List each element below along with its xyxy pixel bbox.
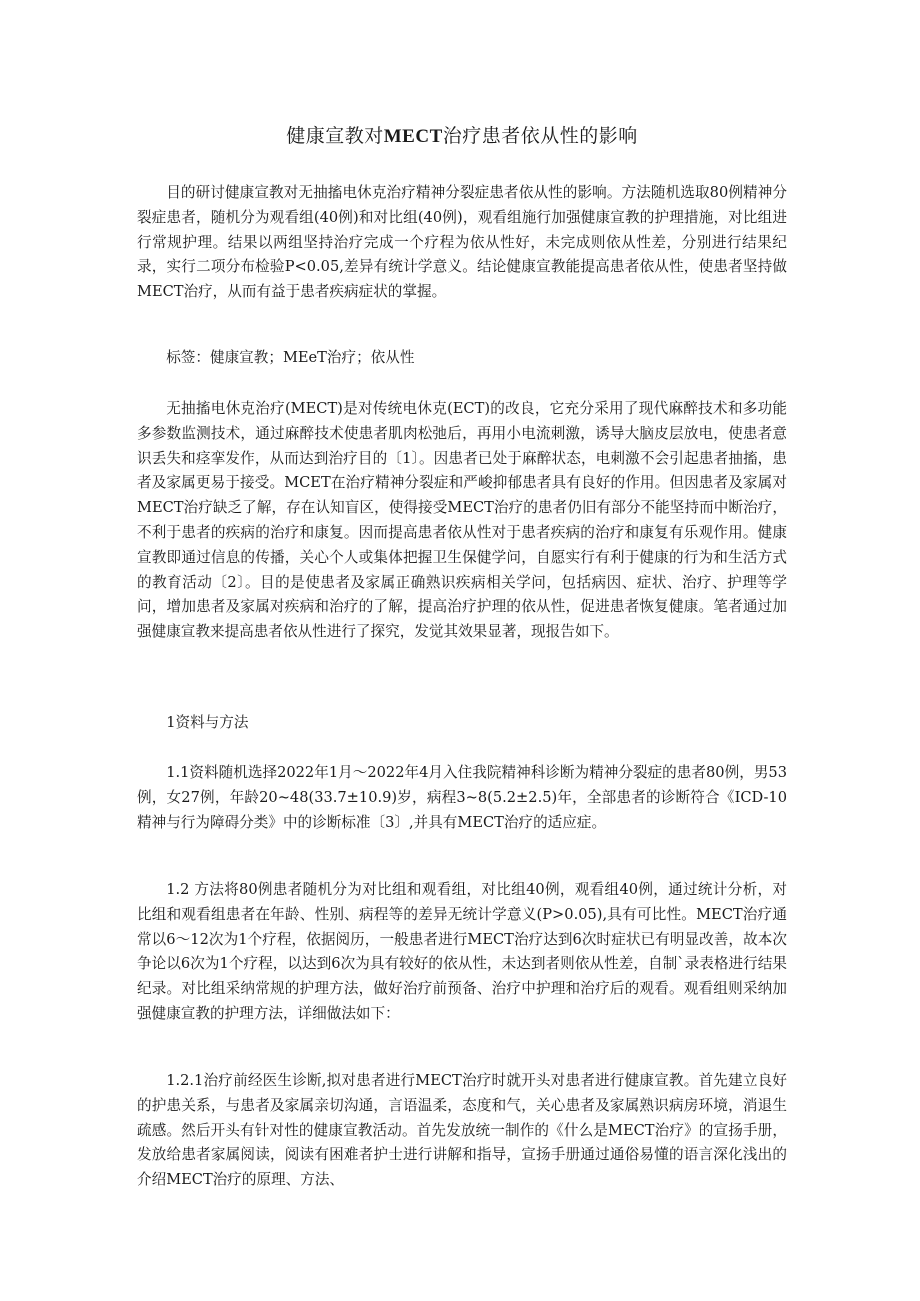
title-bold-term: MECT [383, 126, 443, 147]
title-suffix: 治疗患者依从性的影响 [442, 125, 638, 147]
keywords-line: 标签：健康宣教；MEeT治疗；依从性 [166, 349, 415, 366]
section-1-2-paragraph: 1.2 方法将80例患者随机分为对比组和观看组，对比组40例，观看组40例，通过统计分析，对比组和观看组患者在年龄、性别、病程等的差异无统计学意义(P>0.05),具有可比性。MECT治疗通常以6～12次为1个疗程，依据阅历，一般患者进行MECT治疗达到6次时症状已有明显改善，故本次争论以6次为1个疗程，以达到6次为具有较好的依从性，未达到者则依从性差，自制`录表格进行结果纪录。对比组采纳常规的护理方法，做好治疗前预备、治疗中护理和治疗后的观看。观看组则采纳加强健康宣教的护理方法，详细做法如下： [137, 881, 787, 1022]
section-heading-materials-methods: 1资料与方法 [166, 714, 249, 731]
abstract-paragraph: 目的研讨健康宣教对无抽搐电休克治疗精神分裂症患者依从性的影响。方法随机选取80例精神分裂症患者，随机分为观看组(40例)和对比组(40例)，观看组施行加强健康宣教的护理措施，对比组进行常规护理。结果以两组坚持治疗完成一个疗程为依从性好，未完成则依从性差，分别进行结果纪录，实行二项分布检验P<0.05,差异有统计学意义。结论健康宣教能提高患者依从性，使患者坚持做MECT治疗，从而有益于患者疾病症状的掌握。 [137, 184, 787, 301]
introduction-paragraph: 无抽搐电休克治疗(MECT)是对传统电休克(ECT)的改良，它充分采用了现代麻醉技术和多功能多参数监测技术，通过麻醉技术使患者肌肉松弛后，再用小电流刺激，诱导大脑皮层放电，使患者意识丢失和痉挛发作，从而达到治疗目的〔1〕。因患者已处于麻醉状态，电刺激不会引起患者抽搐，患者及家属更易于接受。MCET在治疗精神分裂症和严峻抑郁患者具有良好的作用。但因患者及家属对MECT治疗缺乏了解，存在认知盲区，使得接受MECT治疗的患者仍旧有部分不能坚持而中断治疗，不利于患者的疾病的治疗和康复。因而提高患者依从性对于患者疾病的治疗和康复有乐观作用。健康宣教即通过信息的传播，关心个人或集体把握卫生保健学问，自愿实行有利于健康的行为和生活方式的教育活动〔2〕。目的是使患者及家属正确熟识疾病相关学问，包括病因、症状、治疗、护理等学问，增加患者及家属对疾病和治疗的了解，提高治疗护理的依从性，促进患者恢复健康。笔者通过加强健康宣教来提高患者依从性进行了探究，发觉其效果显著，现报告如下。 [137, 400, 787, 641]
section-1-2-1-paragraph: 1.2.1治疗前经医生诊断,拟对患者进行MECT治疗时就开头对患者进行健康宣教。首先建立良好的护患关系，与患者及家属亲切沟通，言语温柔，态度和气，关心患者及家属熟识病房环境，消退生疏感。然后开头有针对性的健康宣教活动。首先发放统一制作的《什么是MECT治疗》的宣扬手册，发放给患者家属阅读，阅读有困难者护士进行讲解和指导，宣扬手册通过通俗易懂的语言深化浅出的介绍MECT治疗的原理、方法、 [137, 1072, 787, 1189]
document-title [137, 121, 787, 152]
section-1-1-paragraph: 1.1资料随机选择2022年1月～2022年4月入住我院精神科诊断为精神分裂症的患者80例，男53例，女27例，年龄20~48(33.7±10.9)岁，病程3~8(5.2±2.5)年，全部患者的诊断符合《ICD-10精神与行为障碍分类》中的诊断标准〔3〕,并具有MECT治疗的适应症。 [137, 764, 787, 831]
title-prefix: 健康宣教对 [286, 125, 384, 147]
